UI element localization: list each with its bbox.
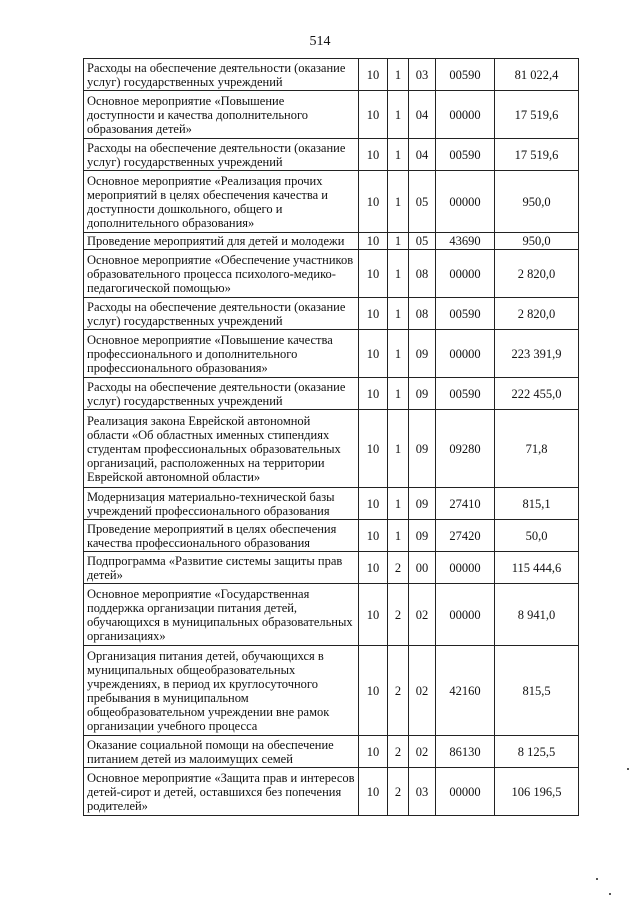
- amount: 2 820,0: [495, 298, 579, 330]
- amount: 2 820,0: [495, 250, 579, 298]
- section-code: 10: [359, 646, 388, 736]
- subsection-code: 1: [388, 298, 409, 330]
- program-code: 04: [409, 139, 436, 171]
- subsection-code: 1: [388, 139, 409, 171]
- table-row: [84, 298, 579, 330]
- row-name: Подпрограмма «Развитие системы защиты прав детей»: [84, 552, 359, 584]
- table-row: [84, 59, 579, 91]
- table-row: [84, 646, 579, 736]
- row-name: Проведение мероприятий в целях обеспечения качества профессионального образования: [84, 520, 359, 552]
- row-name: Основное мероприятие «Защита прав и интересов детей-сирот и детей, оставшихся без попечения родителей»: [84, 768, 359, 816]
- expense-code: 00590: [436, 139, 495, 171]
- page-number: 514: [309, 34, 331, 49]
- expense-code: 42160: [436, 646, 495, 736]
- row-name: Расходы на обеспечение деятельности (оказание услуг) государственных учреждений: [84, 378, 359, 410]
- table-row: [84, 139, 579, 171]
- table-row: [84, 410, 579, 488]
- amount: 106 196,5: [495, 768, 579, 816]
- expense-code: 00000: [436, 584, 495, 646]
- table-row: [84, 171, 579, 233]
- subsection-code: 1: [388, 378, 409, 410]
- row-name: Расходы на обеспечение деятельности (оказание услуг) государственных учреждений: [84, 59, 359, 91]
- row-name: Основное мероприятие «Государственная поддержка организации питания детей, обучающихся в муниципальных образовательных организациях»: [84, 584, 359, 646]
- program-code: 03: [409, 59, 436, 91]
- expense-code: 00000: [436, 552, 495, 584]
- table-row: [84, 233, 579, 250]
- amount: 115 444,6: [495, 552, 579, 584]
- expense-code: 86130: [436, 736, 495, 768]
- row-name: Организация питания детей, обучающихся в муниципальных общеобразовательных учреждениях, в период их круглосуточного пребывания в муниципальном общеобразовательном учреждении вне рамок организации учебного процесса: [84, 646, 359, 736]
- table-row: [84, 91, 579, 139]
- row-name: Оказание социальной помощи на обеспечение питанием детей из малоимущих семей: [84, 736, 359, 768]
- amount: 222 455,0: [495, 378, 579, 410]
- amount: 17 519,6: [495, 139, 579, 171]
- program-code: 08: [409, 298, 436, 330]
- subsection-code: 2: [388, 736, 409, 768]
- row-name: Расходы на обеспечение деятельности (оказание услуг) государственных учреждений: [84, 298, 359, 330]
- program-code: 03: [409, 768, 436, 816]
- subsection-code: 1: [388, 91, 409, 139]
- row-name: Расходы на обеспечение деятельности (оказание услуг) государственных учреждений: [84, 139, 359, 171]
- expense-code: 00000: [436, 91, 495, 139]
- table-row: [84, 330, 579, 378]
- amount: 223 391,9: [495, 330, 579, 378]
- expense-code: 27420: [436, 520, 495, 552]
- subsection-code: 2: [388, 646, 409, 736]
- budget-table: [83, 58, 579, 816]
- amount: 17 519,6: [495, 91, 579, 139]
- section-code: 10: [359, 171, 388, 233]
- program-code: 09: [409, 410, 436, 488]
- subsection-code: 1: [388, 250, 409, 298]
- row-name: Основное мероприятие «Повышение качества профессионального и дополнительного профессионального образования»: [84, 330, 359, 378]
- expense-code: 00590: [436, 298, 495, 330]
- section-code: 10: [359, 736, 388, 768]
- subsection-code: 2: [388, 768, 409, 816]
- section-code: 10: [359, 378, 388, 410]
- amount: 81 022,4: [495, 59, 579, 91]
- expense-code: 09280: [436, 410, 495, 488]
- scan-speck: [609, 893, 611, 895]
- row-name: Основное мероприятие «Реализация прочих мероприятий в целях обеспечения качества и доступности дошкольного, общего и дополнительного образования»: [84, 171, 359, 233]
- program-code: 02: [409, 584, 436, 646]
- scan-speck: [627, 768, 629, 770]
- subsection-code: 1: [388, 171, 409, 233]
- expense-code: 00590: [436, 59, 495, 91]
- table-row: [84, 736, 579, 768]
- expense-code: 00000: [436, 250, 495, 298]
- subsection-code: 1: [388, 488, 409, 520]
- amount: 815,1: [495, 488, 579, 520]
- expense-code: 00000: [436, 330, 495, 378]
- table-row: [84, 378, 579, 410]
- subsection-code: 2: [388, 584, 409, 646]
- expense-code: 43690: [436, 233, 495, 250]
- amount: 50,0: [495, 520, 579, 552]
- row-name: Основное мероприятие «Повышение доступности и качества дополнительного образования детей»: [84, 91, 359, 139]
- section-code: 10: [359, 91, 388, 139]
- program-code: 09: [409, 378, 436, 410]
- program-code: 02: [409, 736, 436, 768]
- amount: 8 125,5: [495, 736, 579, 768]
- table-row: [84, 488, 579, 520]
- row-name: Проведение мероприятий для детей и молодежи: [84, 233, 359, 250]
- budget-table-body: [84, 59, 579, 816]
- program-code: 05: [409, 171, 436, 233]
- section-code: 10: [359, 139, 388, 171]
- section-code: 10: [359, 330, 388, 378]
- program-code: 09: [409, 488, 436, 520]
- section-code: 10: [359, 552, 388, 584]
- program-code: 09: [409, 520, 436, 552]
- program-code: 08: [409, 250, 436, 298]
- subsection-code: 1: [388, 520, 409, 552]
- program-code: 04: [409, 91, 436, 139]
- section-code: 10: [359, 59, 388, 91]
- expense-code: 27410: [436, 488, 495, 520]
- amount: 71,8: [495, 410, 579, 488]
- table-row: [84, 768, 579, 816]
- amount: 8 941,0: [495, 584, 579, 646]
- program-code: 05: [409, 233, 436, 250]
- section-code: 10: [359, 768, 388, 816]
- amount: 950,0: [495, 171, 579, 233]
- section-code: 10: [359, 520, 388, 552]
- subsection-code: 1: [388, 330, 409, 378]
- program-code: 00: [409, 552, 436, 584]
- expense-code: 00000: [436, 171, 495, 233]
- subsection-code: 1: [388, 410, 409, 488]
- row-name: Реализация закона Еврейской автономной области «Об областных именных стипендиях студентам профессиональных образовательных организаций, расположенных на территории Еврейской автономной области»: [84, 410, 359, 488]
- expense-code: 00590: [436, 378, 495, 410]
- row-name: Основное мероприятие «Обеспечение участников образовательного процесса психолого-медико-педагогической помощью»: [84, 250, 359, 298]
- row-name: Модернизация материально-технической базы учреждений профессионального образования: [84, 488, 359, 520]
- amount: 815,5: [495, 646, 579, 736]
- subsection-code: 1: [388, 233, 409, 250]
- program-code: 09: [409, 330, 436, 378]
- program-code: 02: [409, 646, 436, 736]
- section-code: 10: [359, 250, 388, 298]
- table-row: [84, 584, 579, 646]
- subsection-code: 1: [388, 59, 409, 91]
- table-row: [84, 552, 579, 584]
- scan-speck: [596, 878, 598, 880]
- amount: 950,0: [495, 233, 579, 250]
- section-code: 10: [359, 584, 388, 646]
- table-row: [84, 520, 579, 552]
- subsection-code: 2: [388, 552, 409, 584]
- section-code: 10: [359, 233, 388, 250]
- section-code: 10: [359, 410, 388, 488]
- table-row: [84, 250, 579, 298]
- expense-code: 00000: [436, 768, 495, 816]
- section-code: 10: [359, 298, 388, 330]
- section-code: 10: [359, 488, 388, 520]
